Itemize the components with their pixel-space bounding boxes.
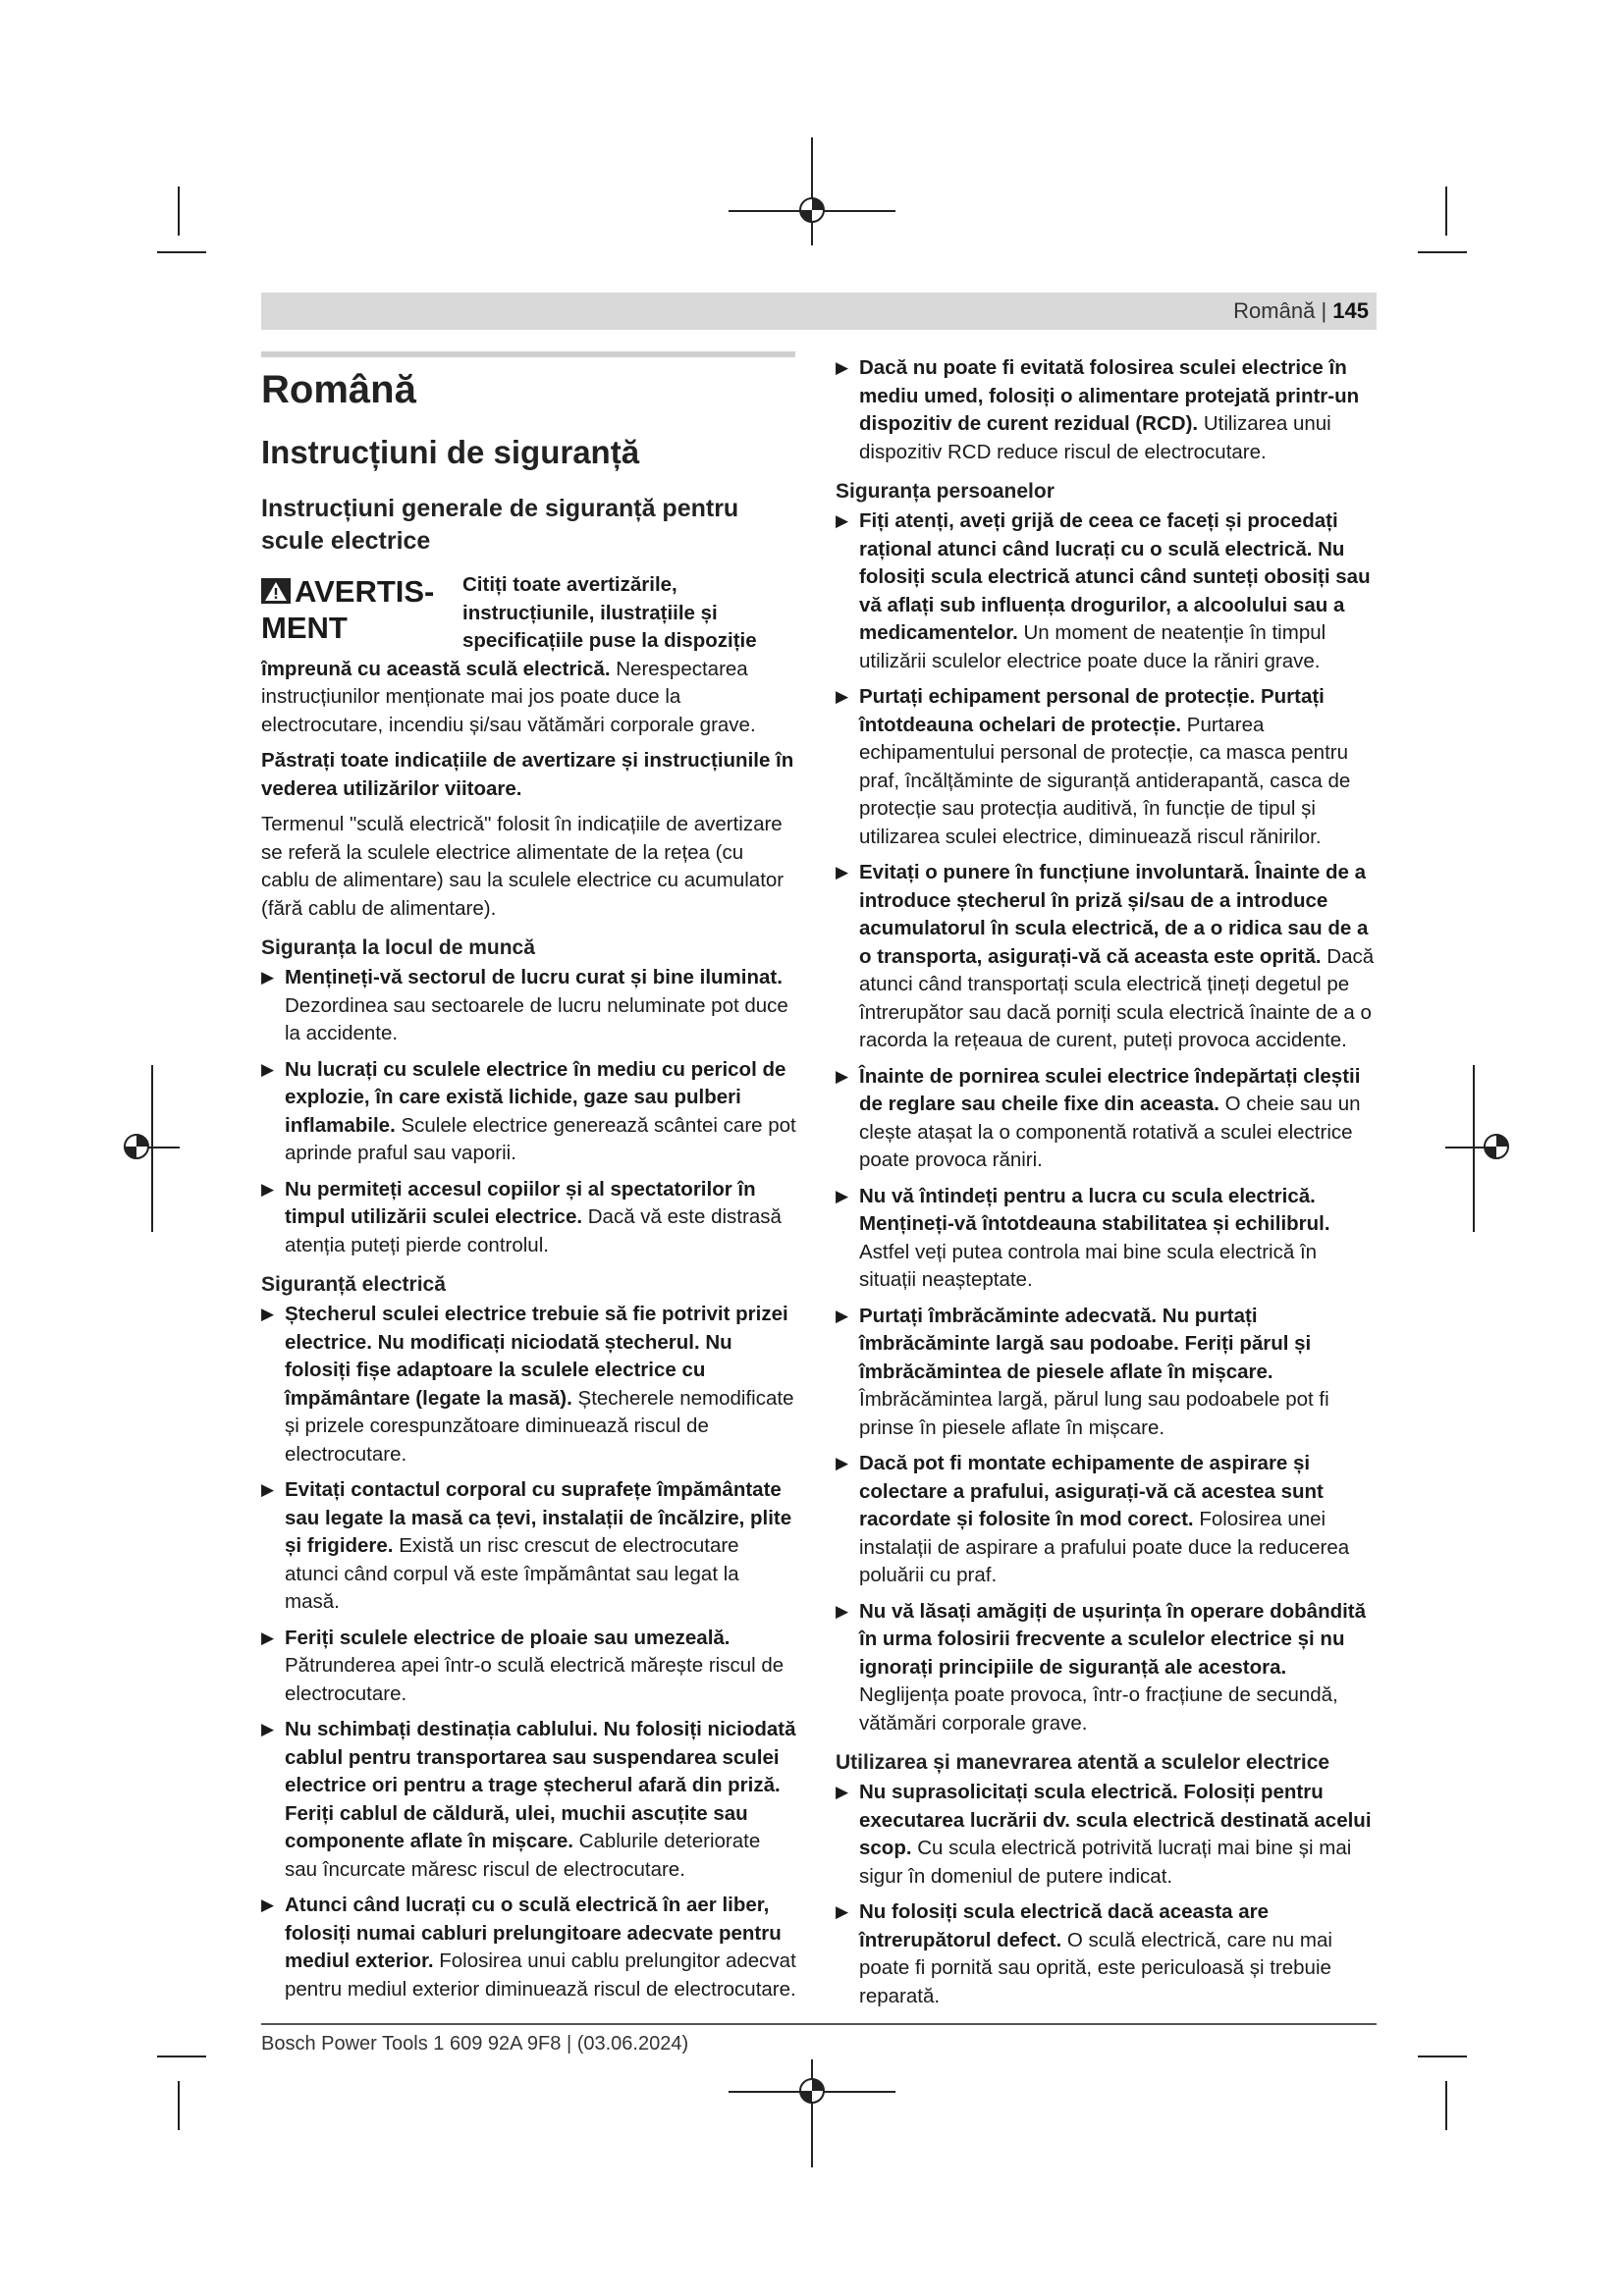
registration-line xyxy=(1473,1065,1475,1232)
item-bold: Nu permiteți accesul copiilor și al spectatorilor în timpul utilizării sculei electrice. xyxy=(285,1177,756,1228)
group-title: Utilizarea și manevrarea atentă a sculelor electrice xyxy=(836,1751,1330,1774)
item-bold: Înainte de pornirea sculei electrice îndepărtați cleștii de reglare sau cheile fixe din aceasta. xyxy=(859,1064,1361,1115)
arrow-bullet-icon: ▶ xyxy=(261,1480,275,1499)
item-text: Folosirea unui cablu prelungitor adecvat pentru mediul exterior diminuează riscul de electrocutare. xyxy=(285,1949,796,2001)
bullet-list xyxy=(836,354,1376,466)
header-section: Română xyxy=(1233,298,1316,323)
crop-mark xyxy=(1445,2081,1447,2130)
arrow-bullet-icon: ▶ xyxy=(836,1306,849,1325)
footer-rule xyxy=(261,2023,1377,2025)
arrow-bullet-icon: ▶ xyxy=(261,968,275,987)
arrow-bullet-icon: ▶ xyxy=(261,1305,275,1323)
warning-label xyxy=(261,573,462,646)
list-item xyxy=(261,1625,796,1709)
list-item xyxy=(261,1716,796,1884)
item-text: O cheie sau un clește atașat la o componentă rotativă a sculei electrice poate provoca răniri. xyxy=(859,1093,1361,1171)
list-item xyxy=(836,1303,1376,1443)
item-bold: Nu lucrați cu sculele electrice în mediu cu pericol de explozie, în care există lichide, gaze sau pulberi inflamabile. xyxy=(285,1057,786,1137)
item-text: Există un risc crescut de electrocutare atunci când corpul vă este împământat sau legat la masă. xyxy=(285,1534,739,1613)
running-header: Română | 145 xyxy=(1233,298,1369,323)
item-bold: Nu vă lăsați amăgiți de ușurința în operare dobândită în urma folosirii frecvente a sculelor electrice și nu ignorați principiile de siguranță ale acestora. xyxy=(859,1599,1367,1679)
bullet-list xyxy=(836,1779,1376,2010)
arrow-bullet-icon: ▶ xyxy=(261,1179,275,1199)
list-item xyxy=(261,1476,796,1617)
item-bold: Mențineți-vă sectorul de lucru curat și bine iluminat. xyxy=(285,966,783,988)
item-bold: Ștecherul sculei electrice trebuie să fie potrivit prizei electrice. Nu modificați niciodată ștecherul. Nu folosiți fișe adaptoare la sculele electrice cu împământare (legate la masă). xyxy=(285,1303,788,1410)
list-item xyxy=(836,354,1376,466)
arrow-bullet-icon: ▶ xyxy=(836,1902,849,1921)
item-bold: Nu schimbați destinația cablului. Nu folosiți niciodată cablul pentru transportarea sau suspendarea sculei electrice ori pentru a trage ștecherul afară din priză. Feriți cablul de căldură, ulei, muchii ascuțite sau componente aflate în mișcare. xyxy=(285,1718,796,1852)
section-rule xyxy=(261,351,795,357)
group-title: Siguranța la locul de muncă xyxy=(261,936,535,959)
crop-mark xyxy=(157,2056,206,2057)
keep-instructions: Păstrați toate indicațiile de avertizare și instrucțiunile în vederea utilizărilor viitoare. xyxy=(261,749,794,800)
item-bold: Purtați echipament personal de protecție. Purtați întotdeauna ochelari de protecție. xyxy=(859,685,1325,736)
list-item xyxy=(836,1063,1376,1175)
item-bold: Atunci când lucrați cu o sculă electrică în aer liber, folosiți numai cabluri prelungitoare adecvate pentru mediul exterior. xyxy=(285,1894,782,1972)
item-text: Cablurile deteriorate sau încurcate măresc riscul de electrocutare. xyxy=(285,1830,761,1881)
item-text: Sculele electrice generează scântei care pot aprinde praful sau vaporii. xyxy=(285,1113,796,1164)
list-item xyxy=(836,683,1376,851)
list-item xyxy=(261,1301,796,1468)
item-bold: Fiți atenți, aveți grijă de ceea ce faceți și procedați rațional atunci când lucrați cu o sculă electrică. Nu folosiți scula electrică atunci când sunteți obosiți sau vă aflați sub influența drogurilor, a alcoolului sau a medicamentelor. xyxy=(859,509,1371,644)
item-text: Purtarea echipamentului personal de protecție, ca masca pentru praf, încălțăminte de siguranță antiderapantă, casca de protecție sau protecția auditivă, în funcție de tipul și utilizarea sculei electrice, diminuează riscul rănirilor. xyxy=(859,713,1351,848)
arrow-bullet-icon: ▶ xyxy=(261,1059,275,1079)
group-title: Siguranța persoanelor xyxy=(836,480,1055,503)
right-column xyxy=(836,354,1376,2018)
list-item xyxy=(261,1056,796,1168)
warning-label-line2: MENT xyxy=(261,611,348,645)
arrow-bullet-icon: ▶ xyxy=(836,863,849,881)
registration-target-icon xyxy=(122,1132,151,1161)
registration-target-icon xyxy=(1482,1132,1511,1161)
crop-mark xyxy=(1445,187,1447,236)
item-bold: Nu folosiți scula electrică dacă aceasta are întrerupătorul defect. xyxy=(859,1900,1270,1951)
term-definition: Termenul "sculă electrică" folosit în indicațiile de avertizare se referă la sculele electrice alimentate de la rețea (cu cablu de alimentare) sau la sculele electrice cu acumulator (fără cablu de alimentare). xyxy=(261,813,785,920)
item-text: Utilizarea unui dispozitiv RCD reduce riscul de electrocutare. xyxy=(859,412,1331,463)
item-text: Dacă vă este distrasă atenția puteți pierde controlul. xyxy=(285,1205,782,1256)
item-bold: Evitați o punere în funcțiune involuntară. Înainte de a introduce ștecherul în priză și/sau de a introduce acumulatorul în scula electrică, de a o ridica sau de a o transporta, asigurați-vă că aceasta este oprită. xyxy=(859,861,1369,968)
arrow-bullet-icon: ▶ xyxy=(836,1066,849,1086)
list-item xyxy=(261,964,796,1048)
arrow-bullet-icon: ▶ xyxy=(836,1601,849,1621)
item-bold: Dacă nu poate fi evitată folosirea sculei electrice în mediu umed, folosiți o alimentare protejată printr-un dispozitiv de curent rezidual (RCD). xyxy=(859,356,1360,435)
item-bold: Feriți sculele electrice de ploaie sau umezeală. xyxy=(285,1626,731,1649)
item-bold: Purtați îmbrăcăminte adecvată. Nu purtați îmbrăcăminte largă sau podoabe. Feriți părul și îmbrăcămintea de piesele aflate în mișcare. xyxy=(859,1304,1312,1383)
arrow-bullet-icon: ▶ xyxy=(261,1628,275,1647)
crop-mark xyxy=(1418,251,1467,253)
item-text: Ștecherele nemodificate și prizele corespunzătoare diminuează riscul de electrocutare. xyxy=(285,1386,794,1466)
registration-line xyxy=(151,1065,153,1232)
page-number: 145 xyxy=(1332,298,1369,323)
crop-mark xyxy=(157,251,206,253)
bullet-list xyxy=(261,1301,796,2003)
bullet-list xyxy=(836,507,1376,1737)
crop-mark xyxy=(1418,2056,1467,2057)
warning-triangle-icon xyxy=(261,578,291,604)
section-title: Instrucțiuni de siguranță xyxy=(261,434,640,470)
subsection-title: Instrucțiuni generale de siguranță pentru scule electrice xyxy=(261,495,739,555)
list-item xyxy=(836,859,1376,1055)
warning-bold-text: Citiți toate avertizările, instrucțiunile, ilustrațiile și specificațiile puse la dispoziție împreună cu această sculă electrică. xyxy=(261,573,757,680)
item-text: Neglijența poate provoca, într-o fracțiune de secundă, vătămări corporale grave. xyxy=(859,1683,1338,1735)
arrow-bullet-icon: ▶ xyxy=(836,1454,849,1472)
crop-mark xyxy=(178,187,180,236)
left-column xyxy=(261,365,796,2011)
warning-block xyxy=(261,571,796,747)
arrow-bullet-icon: ▶ xyxy=(261,1720,275,1738)
item-bold: Nu suprasolicitați scula electrică. Folosiți pentru executarea lucrării dv. scula electrică destinată acelui scop. xyxy=(859,1781,1372,1859)
item-text: Dezordinea sau sectoarele de lucru neluminate pot duce la accidente. xyxy=(285,993,788,1044)
item-text: Astfel veți putea controla mai bine scula electrică în situații neașteptate. xyxy=(859,1240,1318,1291)
item-text: Un moment de neatenție în timpul utilizării sculelor electrice poate duce la răniri grave. xyxy=(859,621,1326,672)
list-item xyxy=(836,1898,1376,2010)
arrow-bullet-icon: ▶ xyxy=(836,1783,849,1801)
page-footer: Bosch Power Tools 1 609 92A 9F8 | (03.06.2024) xyxy=(261,2033,689,2055)
registration-target-icon xyxy=(797,2076,827,2106)
list-item xyxy=(836,507,1376,675)
page-header xyxy=(261,293,1377,330)
arrow-bullet-icon: ▶ xyxy=(836,511,849,530)
arrow-bullet-icon: ▶ xyxy=(261,1896,275,1914)
item-bold: Dacă pot fi montate echipamente de aspirare și colectare a prafului, asigurați-vă că acestea sunt racordate și folosite în mod corect. xyxy=(859,1452,1324,1530)
item-bold: Nu vă întindeți pentru a lucra cu scula electrică. Mențineți-vă întotdeauna stabilitatea și echilibrul. xyxy=(859,1184,1330,1235)
item-text: Îmbrăcămintea largă, părul lung sau podoabele pot fi prinse în piesele aflate în mișcare. xyxy=(859,1388,1329,1439)
group-title: Siguranță electrică xyxy=(261,1273,446,1296)
item-text: Cu scula electrică potrivită lucrați mai bine și mai sigur în domeniul de putere indicat. xyxy=(859,1837,1352,1888)
warning-normal-text: Nerespectarea instrucțiunilor menționate mai jos poate duce la electrocutare, incendiu și/sau vătămări corporale grave. xyxy=(261,657,756,736)
registration-target-icon xyxy=(797,195,827,225)
bullet-list xyxy=(261,964,796,1259)
item-bold: Evitați contactul corporal cu suprafețe împământate sau legate la masă ca țevi, instalații de încălzire, plite și frigidere. xyxy=(285,1478,792,1557)
registration-line xyxy=(811,137,813,245)
list-item xyxy=(261,1176,796,1260)
list-item xyxy=(261,1892,796,2003)
item-text: Pătrunderea apei într-o sculă electrică mărește riscul de electrocutare. xyxy=(285,1654,785,1705)
item-text: Folosirea unei instalații de aspirare a prafului poate duce la reducerea poluării cu praf. xyxy=(859,1508,1350,1586)
page-title: Română xyxy=(261,368,416,411)
item-text: Dacă atunci când transportați scula electrică țineți degetul pe întrerupător sau dacă porniți scula electrică înainte de a o racorda la rețeaua de curent, puteți provoca accidente. xyxy=(859,944,1375,1051)
arrow-bullet-icon: ▶ xyxy=(836,1186,849,1205)
list-item xyxy=(836,1183,1376,1295)
list-item xyxy=(836,1598,1376,1738)
arrow-bullet-icon: ▶ xyxy=(836,358,849,377)
arrow-bullet-icon: ▶ xyxy=(836,687,849,706)
crop-mark xyxy=(178,2081,180,2130)
item-text: O sculă electrică, care nu mai poate fi pornită sau oprită, este periculoasă și trebuie reparată. xyxy=(859,1928,1332,2007)
warning-label-line1: AVERTIS- xyxy=(295,574,435,609)
list-item xyxy=(836,1450,1376,1590)
list-item xyxy=(836,1779,1376,1891)
